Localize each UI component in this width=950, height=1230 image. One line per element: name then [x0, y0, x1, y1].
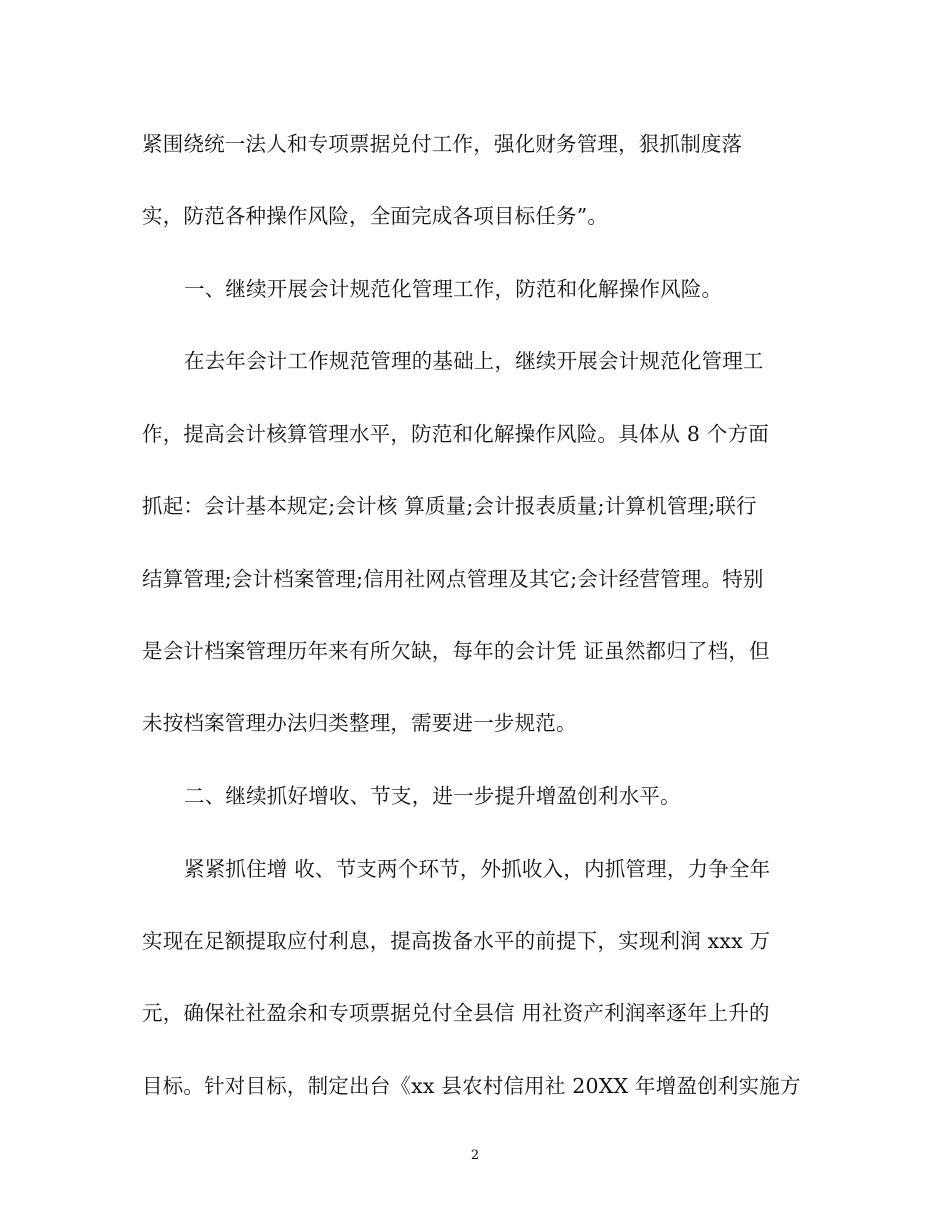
text-line-2: 实，防范各种操作风险，全面完成各项目标任务”。: [142, 204, 609, 228]
text-line-6: 抓起：会计基本规定;会计核 算质量;会计报表质量;计算机管理;联行: [142, 494, 757, 518]
section-heading-2: 二、继续抓好增收、节支，进一步提升增盈创利水平。: [184, 784, 681, 808]
text-line-8: 是会计档案管理历年来有所欠缺，每年的会计凭 证虽然都归了档，但: [142, 639, 770, 663]
text-line-4: 在去年会计工作规范管理的基础上，继续开展会计规范化管理工: [184, 349, 764, 373]
text-line-7: 结算管理;会计档案管理;信用社网点管理及其它;会计经营管理。特别: [142, 567, 764, 591]
text-line-14: 目标。针对目标，制定出台《xx 县农村信用社 20XX 年增盈创利实施方: [142, 1074, 801, 1098]
text-line-9: 未按档案管理办法归类整理，需要进一步规范。: [142, 711, 577, 735]
text-line-13: 元，确保社社盈余和专项票据兑付全县信 用社资产利润率逐年上升的: [142, 1001, 770, 1025]
text-line-1: 紧围绕统一法人和专项票据兑付工作，强化财务管理，狠抓制度落: [142, 132, 743, 156]
page-number: 2: [470, 1148, 480, 1163]
text-line-5: 作，提高会计核算管理水平，防范和化解操作风险。具体从 8 个方面: [142, 422, 769, 446]
text-line-11: 紧紧抓住增 收、节支两个环节，外抓收入，内抓管理，力争全年: [184, 857, 771, 881]
text-line-12: 实现在足额提取应付利息，提高拨备水平的前提下，实现利润 xxx 万: [142, 929, 771, 953]
section-heading-1: 一、继续开展会计规范化管理工作，防范和化解操作风险。: [184, 277, 723, 301]
